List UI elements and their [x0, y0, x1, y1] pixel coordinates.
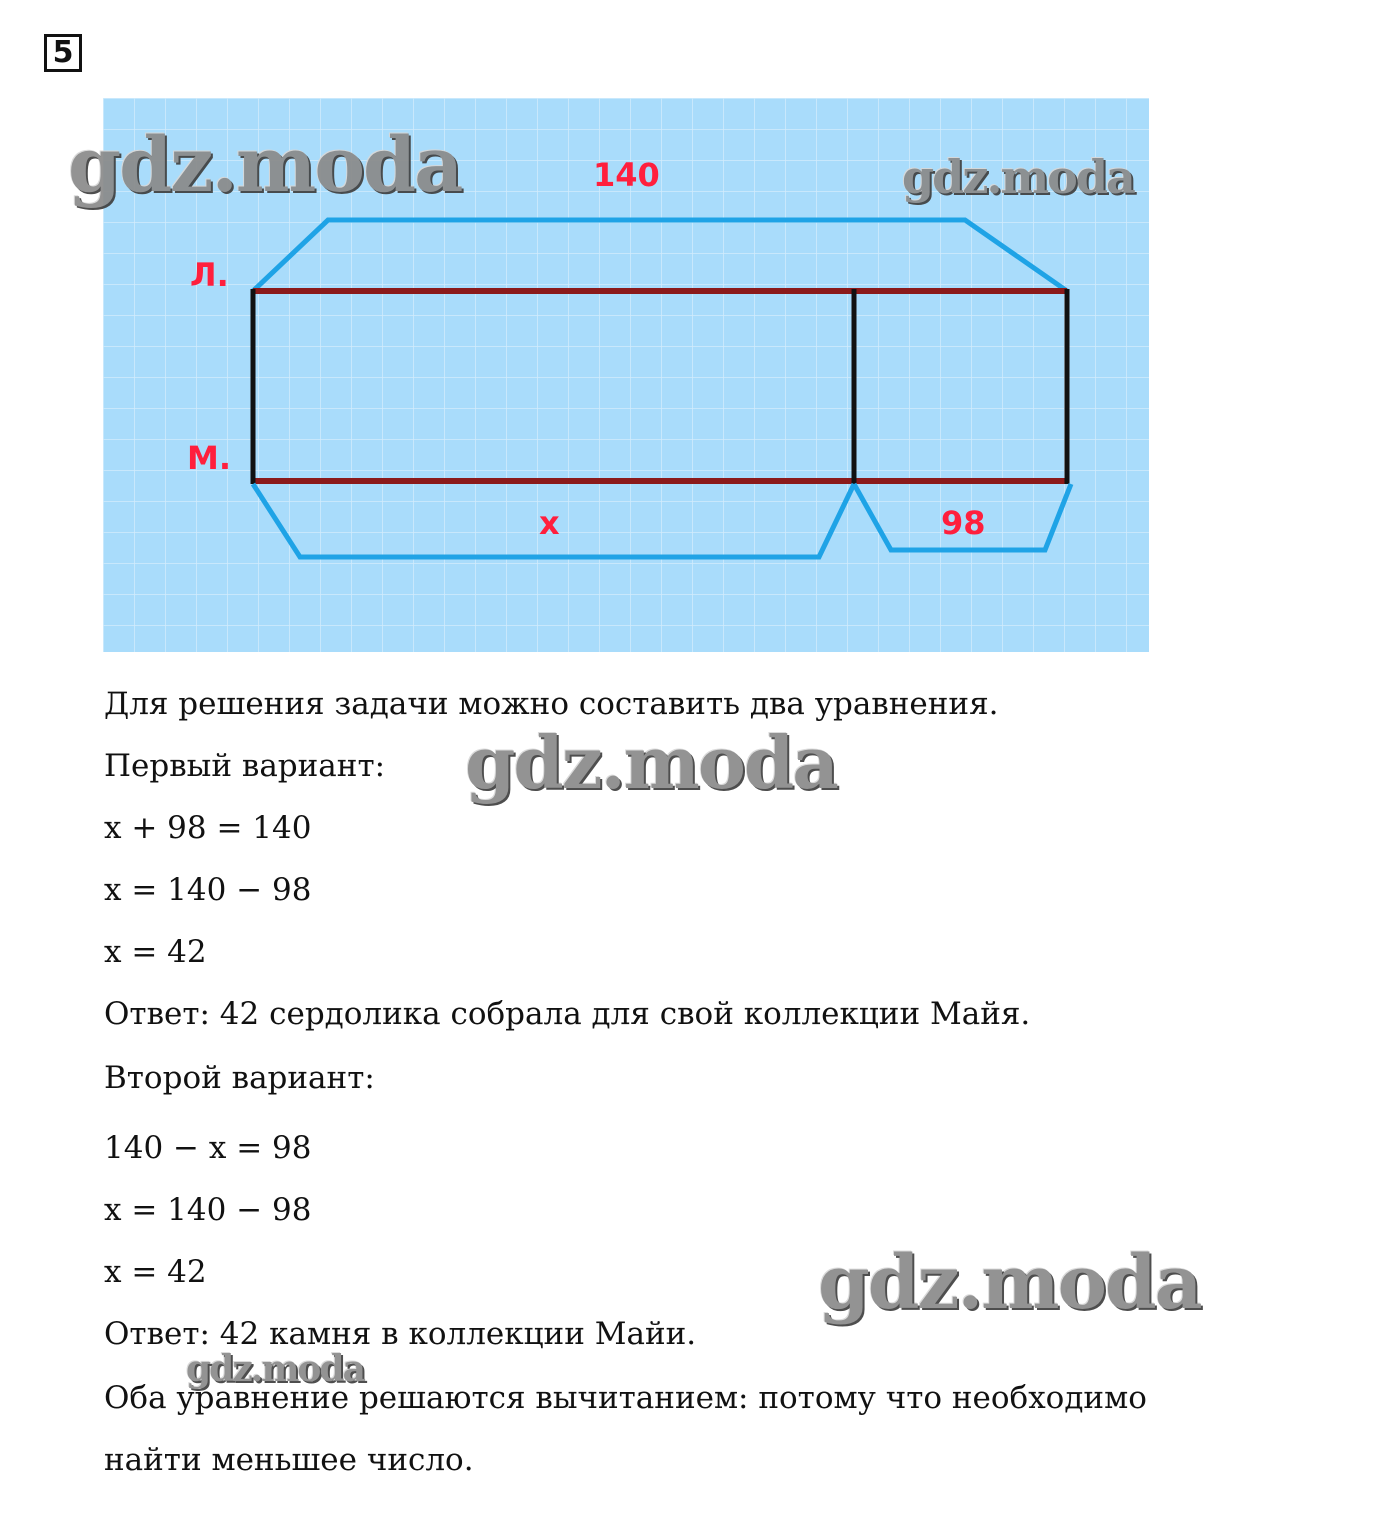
label-98: 98	[941, 504, 986, 542]
variant2-equation-1: 140 − x = 98	[104, 1130, 312, 1166]
watermark-4: gdz.moda	[818, 1240, 1201, 1326]
task-number: 5	[44, 34, 82, 72]
watermark-2: gdz.moda	[902, 150, 1134, 204]
label-row-l: Л.	[190, 256, 229, 294]
label-row-m: М.	[187, 439, 231, 477]
variant2-equation-2: x = 140 − 98	[104, 1192, 312, 1228]
variant1-title: Первый вариант:	[104, 748, 386, 784]
label-140: 140	[593, 156, 660, 194]
label-x: х	[539, 504, 560, 542]
watermark-3: gdz.moda	[465, 720, 837, 805]
variant1-equation-2: x = 140 − 98	[104, 872, 312, 908]
variant1-answer: Ответ: 42 сердолика собрала для свой коллекции Майя.	[104, 996, 1031, 1032]
variant2-equation-3: x = 42	[104, 1254, 207, 1290]
variant2-title: Второй вариант:	[104, 1060, 375, 1096]
variant2-answer: Ответ: 42 камня в коллекции Майи.	[104, 1316, 697, 1352]
watermark-1: gdz.moda	[68, 120, 462, 209]
conclusion-line-1: Оба уравнение решаются вычитанием: потому что необходимо	[104, 1380, 1147, 1416]
intro-text: Для решения задачи можно составить два уравнения.	[104, 686, 999, 722]
conclusion-line-2: найти меньшее число.	[104, 1442, 474, 1478]
variant1-equation-3: x = 42	[104, 934, 207, 970]
watermark-5: gdz.moda	[186, 1348, 364, 1390]
variant1-equation-1: x + 98 = 140	[104, 810, 312, 846]
